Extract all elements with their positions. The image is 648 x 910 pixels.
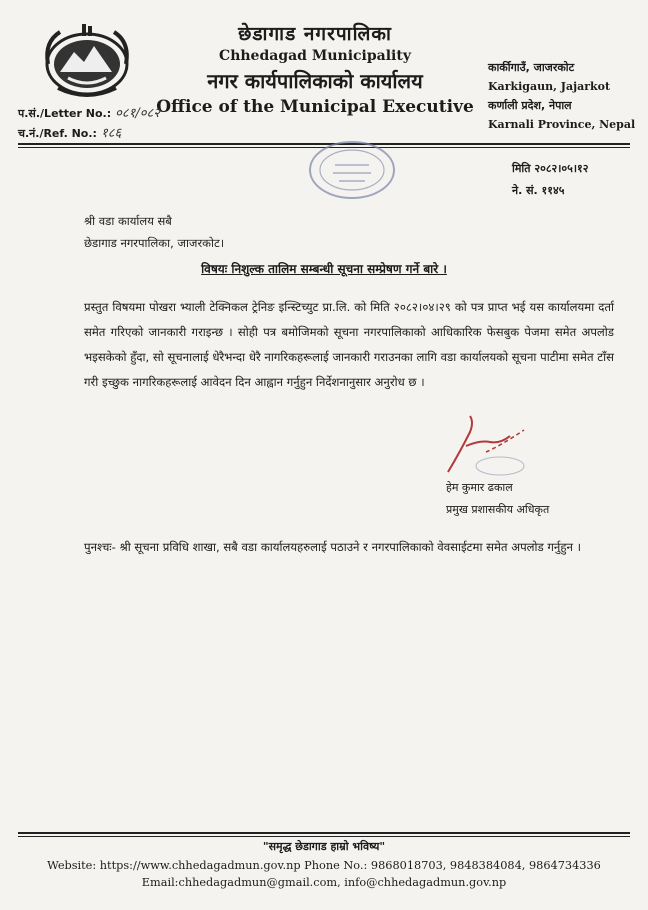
reference-block (18, 104, 160, 144)
municipality-name-nepali: छेडागाड नगरपालिका (238, 23, 392, 45)
letter-date: मिति २०८२।०५।१२ (512, 162, 589, 175)
signatory-block (446, 477, 549, 521)
signatory-title: प्रमुख प्रशासकीय अधिकृत (446, 503, 550, 516)
province-nepali: कर्णाली प्रदेश, नेपाल (488, 99, 572, 112)
subject-text: विषयः निशुल्क तालिम सम्बन्धी सूचना सम्प्रेषण गर्ने बारे । (201, 262, 447, 276)
address-nepali: कार्कीगाउँ, जाजरकोट (488, 61, 575, 74)
ref-no-label: च.नं./Ref. No.: (18, 127, 97, 140)
letter-no-value: ०८१/०८२ (115, 106, 161, 121)
recipient-line-1: श्री वडा कार्यालय सबै (84, 214, 172, 228)
province-english: Karnali Province, Nepal (488, 118, 636, 131)
ref-no-value: १८६ (100, 126, 122, 141)
date-block (512, 158, 588, 202)
office-name-nepali: नगर कार्यपालिकाको कार्यालय (207, 69, 423, 93)
nepal-emblem-icon (38, 22, 136, 100)
ref-no-row (18, 124, 160, 144)
handwritten-signature-icon (440, 412, 530, 478)
letter-no-label: प.सं./Letter No.: (18, 107, 112, 120)
recipient-line-2: छेडागाड नगरपालिका, जाजरकोट। (84, 236, 225, 250)
footer-website-phone: Website: https://www.chhedagadmun.gov.np Phone No.: 9868018703, 9848384084, 9864734336 (47, 859, 601, 872)
footer-contact (0, 857, 648, 891)
postscript: पुनश्चः- श्री सूचना प्रविधि शाखा, सबै वडा कार्यालयहरुलाई पठाउने र नगरपालिकाको वेवसाईटमा समेत अपलोड गर्नुहुन । (84, 540, 582, 554)
signatory-name: हेम कुमार ढकाल (446, 481, 513, 494)
footer-divider (18, 832, 630, 834)
letter-no-row (18, 104, 160, 124)
letterhead-title-block (150, 22, 480, 118)
office-name-english: Office of the Municipal Executive (156, 97, 474, 117)
footer-divider-thin (18, 836, 630, 837)
body-paragraph: प्रस्तुत विषयमा पोखरा भ्याली टेक्निकल ट्रेनिङ इन्स्टिच्युट प्रा.लि. को मिति २०८२।०४।२९ को पत्र प्राप्त भई यस कार्यालयमा दर्ता समेत गरिएको जानकारी गराइन्छ । सोही पत्र बमोजिमको सूचना नगरपालिकाको आधिकारिक फेसबुक पेजमा समेत अपलोड भइसकेको हुँदा, सो सूचनालाई धेरैभन्दा धेरै नागरिकहरूलाई जानकारी गराउनका लागि वडा कार्यालयको सूचना पाटीमा समेत टाँस गरी इच्छुक नागरिकहरूलाई आवेदन दिन आह्वान गर्नुहुन निर्देशनानुसार अनुरोध छ । (84, 300, 614, 389)
recipient-block (84, 210, 224, 254)
address-english: Karkigaun, Jajarkot (488, 80, 611, 93)
footer-motto: "समृद्ध छेडागाड हाम्रो भविष्य" (262, 840, 386, 853)
subject-line (0, 260, 648, 277)
address-block (488, 58, 638, 134)
dispatch-number: ने. सं. ११४५ (512, 184, 565, 197)
office-stamp-icon (305, 135, 400, 205)
municipality-name-english: Chhedagad Municipality (219, 48, 411, 64)
footer-email: Email:chhedagadmun@gmail.com, info@chhedagadmun.gov.np (141, 876, 507, 889)
